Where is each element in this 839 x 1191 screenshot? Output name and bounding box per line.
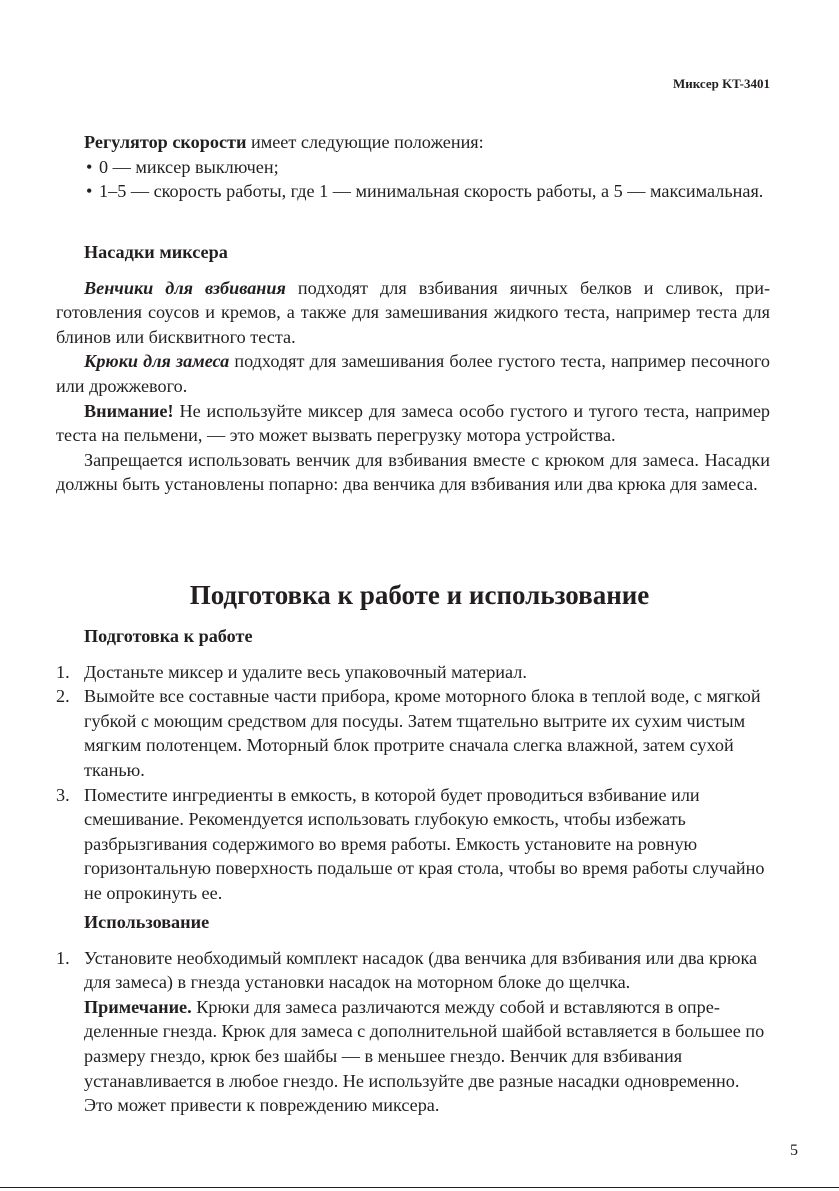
- hooks-term: Крюки для замеса: [84, 351, 230, 372]
- list-item: [56, 684, 770, 782]
- attachments-section: [56, 240, 770, 497]
- note-text: Крюки для замеса различаются между собой и вставляются в определенные гнезда. Крюк для замеса с дополнительной шайбой вставляется в большее по размеру гнездо, крюк без шайбы — в меньшее гнездо. Венчик для взбивания устанавливается в любое гнездо. Не используйте две разные насадки одновременно. Это может привести к повреждению миксера.: [84, 996, 765, 1116]
- preparation-list: [56, 660, 770, 906]
- speed-intro-rest: имеет следующие положения:: [246, 132, 484, 152]
- forbidden-paragraph: Запрещается использовать венчик для взбивания вместе с крюком для замеса. Насадки должны быть установлены попарно: два венчика для взбивания или два крюка для замеса.: [56, 449, 770, 495]
- list-item-text: Установите необходимый комплект насадок (два венчика для взбивания или два крюка для замеса) в гнезда установки насадок на моторном блоке до щелчка.: [84, 947, 758, 993]
- list-item-text: Поместите ингредиенты в емкость, в которой будет проводиться взбивание или смешивание. Рекомендуется использовать глубокую емкость, чтобы избежать разбрызгивания содержимого во время работы. Емкость установите на ровную горизонтальную поверхность подальше от края стола, чтобы во время работы случайно не опрокинуть ее.: [84, 784, 765, 903]
- list-item-text: Вымойте все составные части прибора, кроме моторного блока в теплой воде, с мягкой губкой с моющим средством для посуды. Затем тщательно вытрите их сухим чистым мягким полотенцем. Моторный блок протрите сначала слегка влажной, затем сухой тканью.: [84, 686, 761, 780]
- list-item: [56, 783, 770, 906]
- list-item: [56, 946, 770, 1118]
- whisks-text: подходят для взбивания яичных белков и сливок, приготовления соусов и кремов, а также для замешивания жидкого теста, например теста для блинов или бисквитного теста.: [56, 277, 770, 347]
- hooks-paragraph: [56, 349, 770, 398]
- preparation-section: [56, 624, 770, 906]
- speed-list: [56, 155, 770, 204]
- list-number: 2.: [56, 686, 70, 707]
- speed-regulator-section: [56, 130, 770, 204]
- list-item: [56, 179, 770, 204]
- list-item-text: Достаньте миксер и удалите весь упаковочный материал.: [84, 661, 527, 682]
- running-header: Миксер KT-3401: [672, 76, 770, 91]
- warning-label: Внимание!: [84, 400, 174, 421]
- whisks-term: Венчики для взбивания: [84, 277, 286, 298]
- usage-heading: Использование: [84, 912, 210, 932]
- whisks-paragraph: [56, 276, 770, 350]
- usage-list: [56, 946, 770, 1118]
- preparation-heading: Подготовка к работе: [84, 626, 253, 646]
- hooks-text: подходят для замешивания более густого теста, например песочного или дрожжевого.: [56, 351, 770, 396]
- section-title: Подготовка к работе и использование: [189, 580, 650, 610]
- bullet-icon: •: [86, 181, 93, 202]
- list-number: 1.: [56, 661, 70, 682]
- list-number: 3.: [56, 784, 70, 805]
- list-item: [56, 660, 770, 685]
- page-number: 5: [790, 1142, 798, 1159]
- list-item-text: 1–5 — скорость работы, где 1 — минимальная скорость работы, а 5 — максимальная.: [99, 181, 764, 202]
- speed-intro: [56, 130, 770, 155]
- warning-paragraph: [56, 399, 770, 448]
- list-number: 1.: [56, 947, 70, 968]
- note-label: Примечание.: [84, 996, 192, 1017]
- list-item: [56, 155, 770, 180]
- warning-text: Не используйте миксер для замеса особо густого и тугого теста, например теста на пельмени, — это может вызвать перегрузку мотора устройства.: [56, 400, 770, 446]
- list-item-text: 0 — миксер выключен;: [99, 156, 279, 177]
- speed-intro-bold: Регулятор скорости: [84, 132, 247, 152]
- bottom-rule: [0, 1187, 839, 1188]
- attachments-heading: Насадки миксера: [84, 242, 228, 262]
- bullet-icon: •: [86, 156, 93, 177]
- usage-section: [56, 910, 770, 1118]
